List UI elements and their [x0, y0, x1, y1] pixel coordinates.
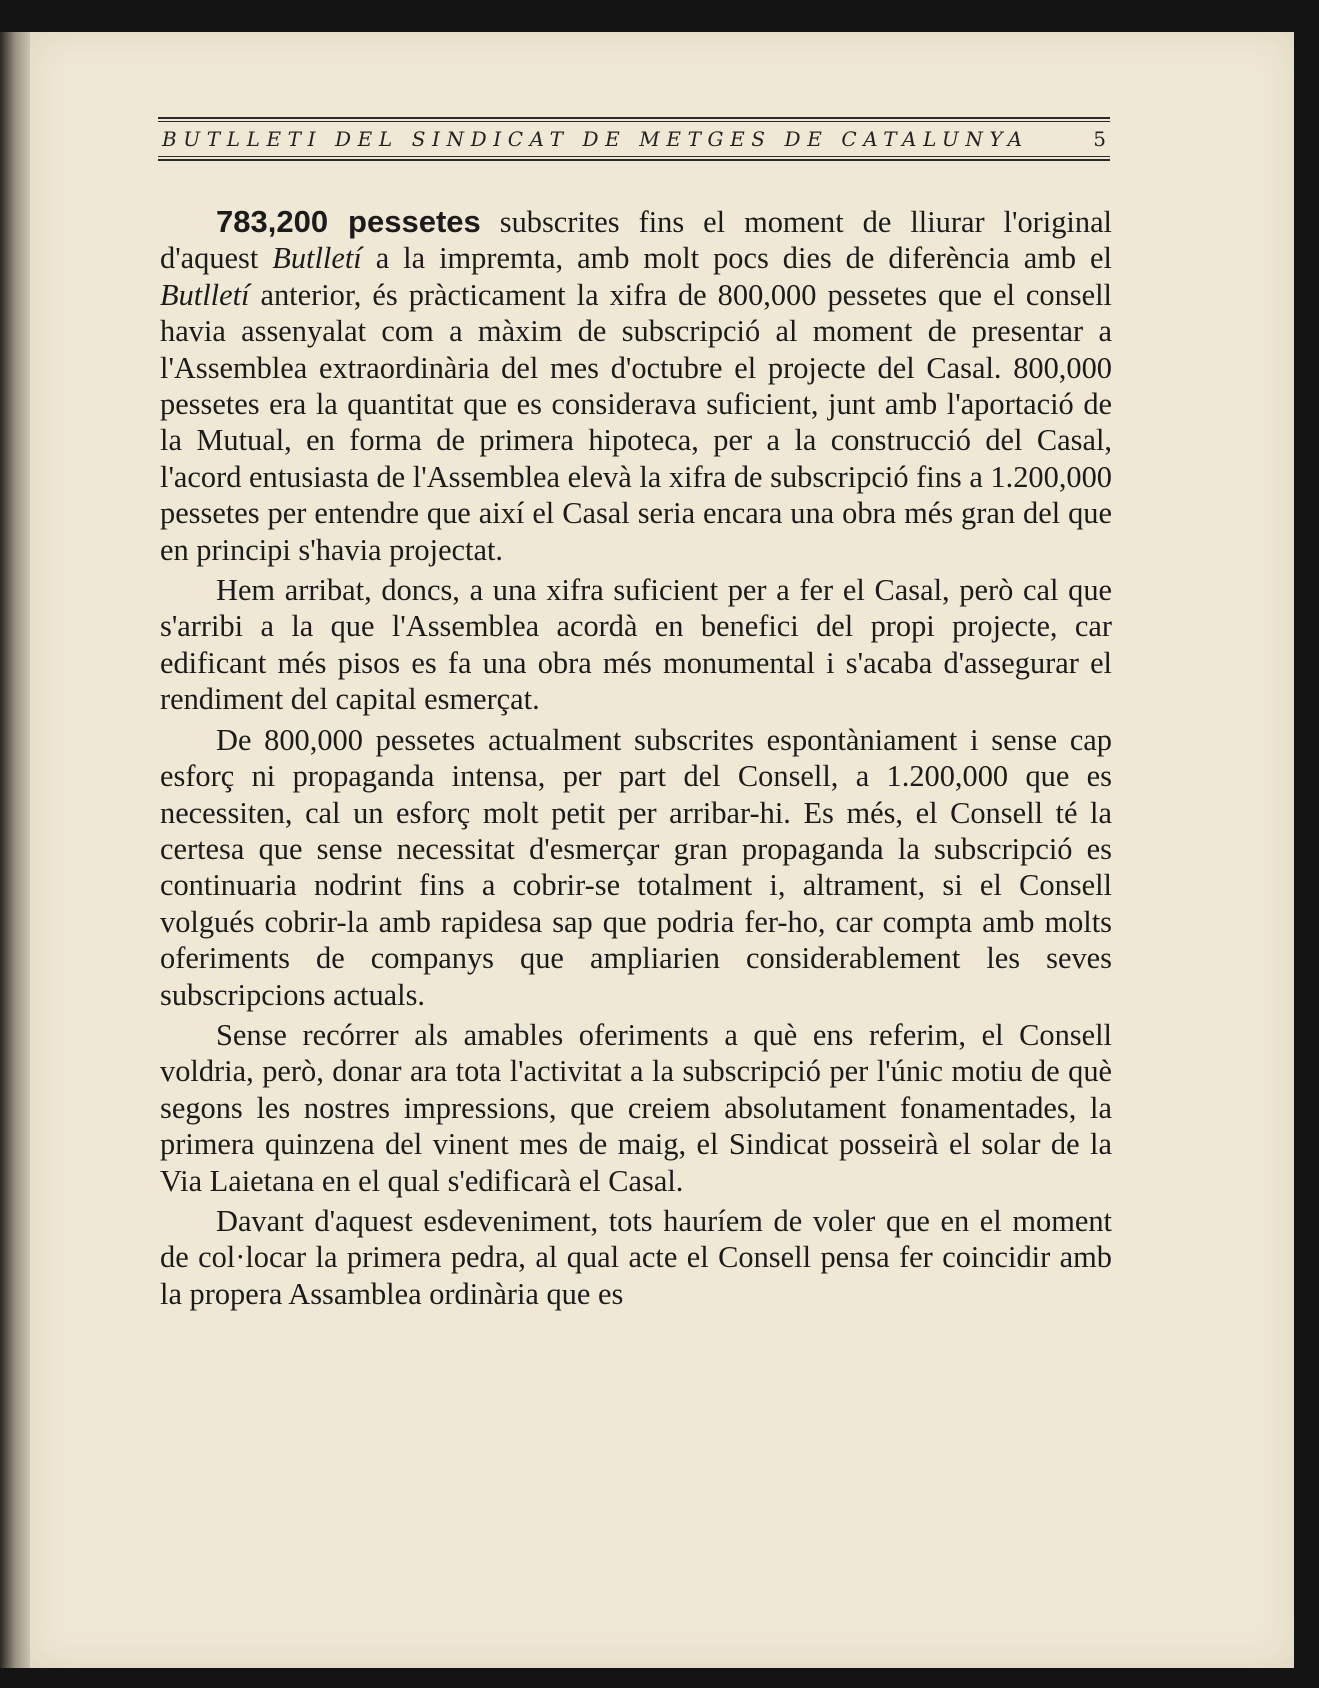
header-rule-top-thin	[158, 121, 1110, 122]
running-header	[158, 115, 1110, 163]
page-number: 5	[1093, 127, 1106, 151]
header-line	[158, 124, 1110, 154]
butlleti-title-2: Butlletí	[160, 277, 250, 312]
header-rule-bottom	[158, 159, 1110, 161]
paragraph-1-text-b: a la impremta, amb molt pocs dies de diferència amb el	[361, 241, 1112, 276]
header-rule-bottom-thin	[158, 156, 1110, 157]
page-edge	[0, 32, 34, 1668]
lead-figure: 783,200 pessetes	[216, 204, 481, 239]
header-rule-top	[158, 117, 1110, 119]
journal-title: BUTLLETI DEL SINDICAT DE METGES DE CATALUNYA	[162, 127, 1029, 151]
paragraph-5: Davant d'aquest esdeveniment, tots hauríem de voler que en el moment de col·locar la primera pedra, al qual acte el Consell pensa fer coincidir amb la propera Assamblea ordinària que es	[160, 1203, 1112, 1311]
paragraph-1-text-a: subscrites fins el moment de lliurar l'original d'aquest	[160, 205, 1113, 276]
paragraph-3: De 800,000 pessetes actualment subscrites espontàniament i sense cap esforç ni propaganda intensa, per part del Consell, a 1.200,000 que es necessiten, cal un esforç molt petit per arribar-hi. Es més, el Consell té la certesa que sense necessitat d'esmerçar gran propaganda la subscripció es continuaria nodrint fins a cobrir-se totalment i, altrament, si el Consell volgués cobrir-la amb rapidesa sap que podria fer-ho, car compta amb molts oferiments de companys que ampliarien considerablement les seves subscripcions actuals.	[160, 722, 1112, 1012]
paragraph-1	[160, 204, 1112, 568]
article-body	[160, 204, 1112, 1312]
paragraph-1-text-c: anterior, és pràcticament la xifra de 800,000 pessetes que el consell havia assenyalat com a màxim de subscripció al moment de presentar a l'Assemblea extraordinària del mes d'octubre el projecte del Casal. 800,000 pessetes era la quantitat que es considerava suficient, junt amb l'aportació de la Mutual, en forma de primera hipoteca, per a la construcció del Casal, l'acord entusiasta de l'Assemblea elevà la xifra de subscripció fins a 1.200,000 pessetes per entendre que així el Casal seria encara una obra més gran del que en principi s'havia projectat.	[160, 277, 1112, 567]
paragraph-4: Sense recórrer als amables oferiments a què ens referim, el Consell voldria, però, donar ara tota l'activitat a la subscripció per l'únic motiu de què segons les nostres impressions, que creiem absolutament fonamentades, la primera quinzena del vinent mes de maig, el Sindicat posseirà el solar de la Via Laietana en el qual s'edificarà el Casal.	[160, 1017, 1112, 1198]
butlleti-title-1: Butlletí	[272, 241, 362, 276]
paragraph-2: Hem arribat, doncs, a una xifra suficient per a fer el Casal, però cal que s'arribi a la que l'Assemblea acordà en benefici del propi projecte, car edificant més pisos es fa una obra més monumental i s'acaba d'assegurar el rendiment del capital esmerçat.	[160, 573, 1112, 717]
